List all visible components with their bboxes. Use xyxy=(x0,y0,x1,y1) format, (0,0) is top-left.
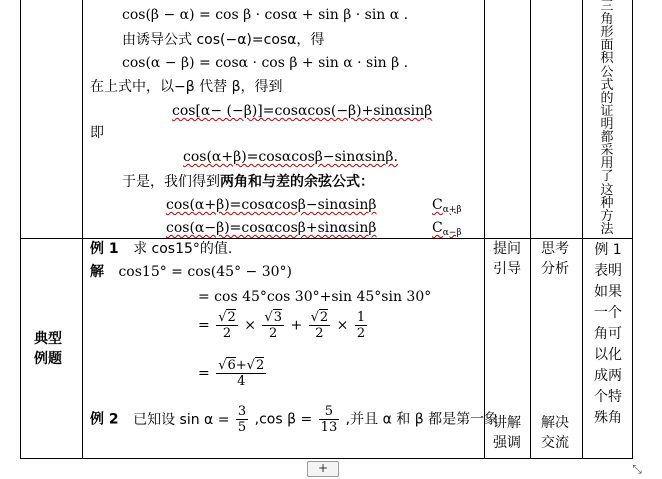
note-char: 式 xyxy=(600,77,614,93)
note-line: 例 1 xyxy=(594,242,622,258)
table-col-divider-3 xyxy=(530,0,531,459)
example2-text-c: ,并且 α 和 β 都是第一象 xyxy=(345,411,499,428)
solution-line-3 xyxy=(198,310,369,341)
table-row-divider xyxy=(20,238,633,239)
table-resize-handle-icon[interactable]: ⤡ xyxy=(632,462,642,476)
note-char: 积 xyxy=(600,51,614,67)
times-a: × xyxy=(244,317,256,334)
note-char: 都 xyxy=(600,130,614,146)
student-word: 分析 xyxy=(541,260,569,277)
note-char: 采 xyxy=(600,143,614,159)
frac-1-2: $\frac{1}{2}$ xyxy=(356,310,366,341)
note-char: 这 xyxy=(600,182,614,198)
conclusion-line xyxy=(122,173,374,191)
student-word: 交流 xyxy=(541,434,569,451)
solution-eq-1: cos15° = cos(45° − 30°) xyxy=(118,264,292,280)
teacher-word: 提问 xyxy=(493,241,521,257)
note-char: 形 xyxy=(600,25,614,41)
note-char: 了 xyxy=(600,169,614,185)
formula-sum-label xyxy=(432,196,462,219)
section-label-1: 典型 xyxy=(34,331,62,347)
student-word: 解决 xyxy=(541,415,569,431)
note-line: 个特 xyxy=(594,389,622,405)
line4-eq: = xyxy=(198,365,210,382)
times-b: × xyxy=(336,317,349,334)
formula-diff: cos(α−β)=cosαcosβ+sinαsinβ xyxy=(166,220,377,236)
example1-label: 例 1 xyxy=(90,241,119,257)
note-line: 如果 xyxy=(594,284,622,300)
note-line: 以化 xyxy=(594,347,622,363)
conclusion-bold: 两角和与差的余弦公式： xyxy=(220,174,374,190)
solution-line-4 xyxy=(198,358,268,389)
formula-line-2: 由诱导公式 cos(−α)=cosα，得 xyxy=(122,32,325,48)
section-label-2: 例题 xyxy=(34,351,62,367)
note-char: 的 xyxy=(600,90,614,106)
formula-sum-label-sub: α+β xyxy=(442,205,462,215)
add-row-button[interactable]: + xyxy=(307,461,339,477)
note-char: 面 xyxy=(600,38,614,54)
note-line: 表明 xyxy=(594,263,622,279)
frac-3-5: $\frac{3}{5}$ xyxy=(237,404,247,435)
example1-text: 求 cos15°的值. xyxy=(133,241,233,257)
note-line: 一个 xyxy=(594,305,622,321)
teacher-word: 强调 xyxy=(493,434,521,451)
frac-5-13: $\frac{5}{13}$ xyxy=(320,404,338,435)
note-line: 成两 xyxy=(594,368,622,384)
row2-note-column xyxy=(587,240,629,429)
solution-line-2: = cos 45°cos 30°+sin 45°sin 30° xyxy=(198,289,432,305)
note-char: 证 xyxy=(600,103,614,119)
note-char: 角 xyxy=(600,12,614,28)
table-col-divider-2 xyxy=(484,0,485,459)
formula-sum: cos(α+β)=cosαcosβ−sinαsinβ xyxy=(166,197,377,213)
student-activity-bottom xyxy=(536,414,574,453)
example1-line xyxy=(90,240,232,258)
teacher-activity-bottom xyxy=(488,414,526,453)
formula-diff-label-main: C xyxy=(432,220,443,236)
table-col-divider-1 xyxy=(82,0,83,459)
example2-label: 例 2 xyxy=(90,411,119,428)
frac-sqrt2-2a: $\frac{√2}{2}$ xyxy=(218,310,236,341)
teacher-word: 引导 xyxy=(493,260,521,277)
frac-sqrt2-2b: $\frac{√2}{2}$ xyxy=(310,310,329,341)
formula-line-5: cos[α− (−β)]=cosαcos(−β)+sinαsinβ xyxy=(172,103,433,119)
formula-line-1: cos(β − α) = cos β · cosα + sin β · sin α . xyxy=(122,7,409,23)
conclusion-prefix: 于是，我们得到 xyxy=(122,174,220,190)
student-activity-top xyxy=(536,240,574,279)
table-border-left xyxy=(20,0,21,459)
frac-sqrt3-2: $\frac{√3}{2}$ xyxy=(264,310,282,341)
plus: + xyxy=(290,317,303,334)
formula-line-7: cos(α+β)=cosαcosβ−sinαsinβ. xyxy=(183,149,398,165)
student-word: 思考 xyxy=(541,241,569,257)
solution-label: 解 xyxy=(90,264,104,280)
formula-diff-label xyxy=(432,219,462,242)
note-char: 明 xyxy=(600,116,614,132)
formula-line-3: cos(α − β) = cosα · cos β + sin α · sin β . xyxy=(122,55,409,71)
note-line: 角可 xyxy=(594,326,622,342)
formula-line-6: 即 xyxy=(90,125,104,141)
teacher-word: 讲解 xyxy=(493,415,521,431)
line3-eq: = xyxy=(198,317,210,334)
note-char: 法 xyxy=(600,221,614,237)
formula-sum-label-main: C xyxy=(432,197,443,213)
teacher-activity-top xyxy=(488,240,526,279)
formula-line-4: 在上式中，以−β 代替 β，得到 xyxy=(90,79,283,95)
example2-text-a: 已知设 sin α = xyxy=(133,411,230,428)
row1-note-column xyxy=(588,0,626,236)
note-char: 三 xyxy=(600,0,614,14)
note-char: 公 xyxy=(600,64,614,80)
table-border-right xyxy=(632,0,633,459)
formula-diff-label-sub: α−β xyxy=(442,228,462,238)
note-line: 殊角 xyxy=(594,410,622,426)
solution-line-1 xyxy=(90,263,292,281)
note-char: 种 xyxy=(600,195,614,211)
example2-text-b: ,cos β = xyxy=(254,411,313,428)
table-col-divider-4 xyxy=(582,0,583,459)
example2-line xyxy=(90,404,498,435)
note-char: 用 xyxy=(600,156,614,172)
note-char: 方 xyxy=(600,208,614,224)
frac-final: $\frac{√6+√2}{4}$ xyxy=(218,358,265,389)
table-border-bottom xyxy=(20,458,633,459)
